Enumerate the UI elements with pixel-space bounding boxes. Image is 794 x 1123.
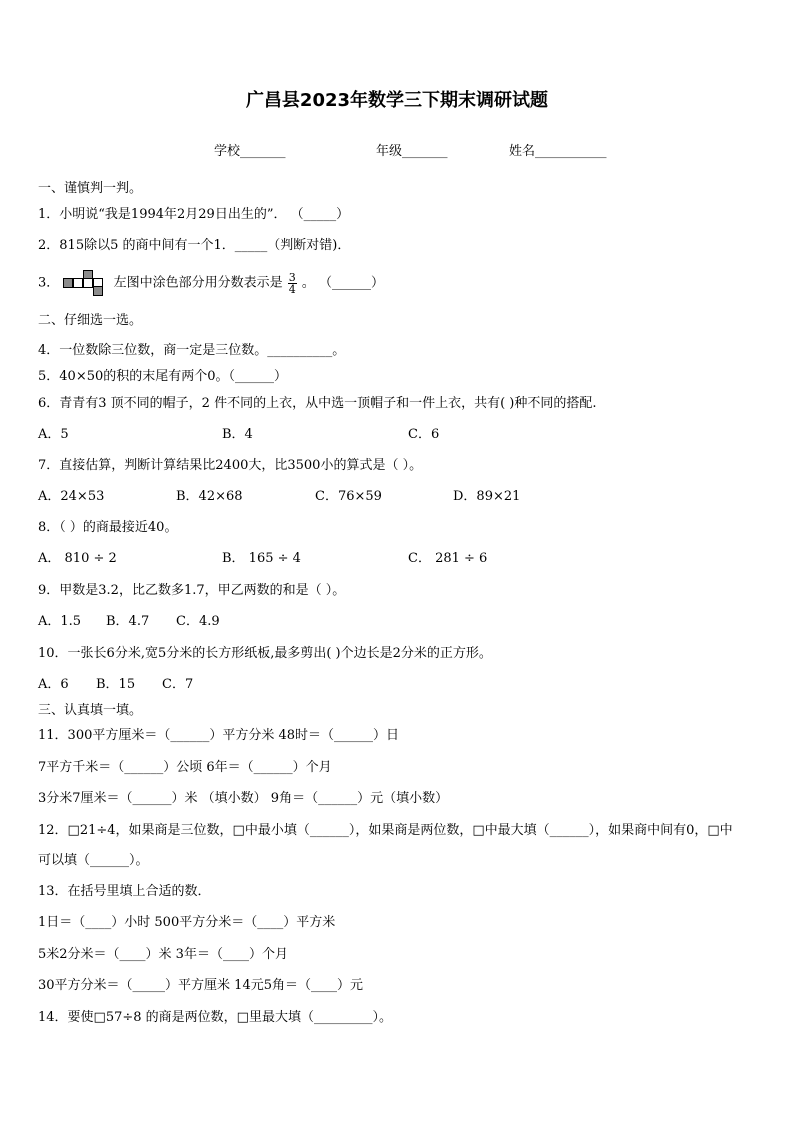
section-heading-3: 三、认真填一填。 — [38, 703, 143, 718]
question-5: 4．一位数除三位数，商一定是三位数。__________。 — [38, 343, 346, 358]
option-b[interactable]: B．15 — [96, 677, 136, 692]
section-heading-2: 5．40×50的积的末尾有两个0。（______） — [38, 369, 288, 384]
question-9-options — [38, 613, 220, 631]
question-11-line-1: 11．300平方厘米＝（______）平方分米 48时＝（______）日 — [38, 728, 400, 743]
section-heading-1: 一、谨慎判一判。 — [38, 181, 143, 196]
option-c[interactable]: C．4.9 — [176, 614, 220, 629]
option-a[interactable]: A． 810 ÷ 2 — [38, 551, 117, 566]
name-field[interactable]: 姓名___________ — [509, 144, 607, 159]
question-4: 二、仔细选一选。 — [38, 313, 143, 328]
question-13-line-3: 30平方分米＝（_____）平方厘米 14元5角＝（____）元 — [38, 978, 363, 993]
question-11-line-3: 3分米7厘米＝（______）米 （填小数） 9角＝（______）元（填小数） — [38, 791, 449, 806]
question-3 — [38, 270, 384, 296]
option-c[interactable]: C． 281 ÷ 6 — [408, 551, 488, 566]
question-11-line-2: 7平方千米＝（______）公顷 6年＝（______）个月 — [38, 760, 332, 775]
fraction-numerator: 3 — [288, 270, 296, 284]
question-14: 14．要使□57÷8 的商是两位数，□里最大填（_________）。 — [38, 1010, 392, 1025]
question-8: 8．（ ）的商最接近40。 — [38, 520, 178, 535]
question-12-line-1: 12．□21÷4，如果商是三位数，□中最小填（______），如果商是两位数，□中最大填（______），如果商中间有0，□中 — [38, 823, 733, 838]
option-b[interactable]: B．42×68 — [176, 489, 243, 504]
option-b[interactable]: B． 165 ÷ 4 — [222, 551, 301, 566]
question-7: 7．直接估算，判断计算结果比2400大，比3500小的算式是（ ）。 — [38, 458, 423, 473]
question-13-line-2: 5米2分米＝（____）米 3年＝（____）个月 — [38, 947, 288, 962]
question-10: 10．一张长6分米,宽5分米的长方形纸板,最多剪出( )个边长是2分米的正方形。 — [38, 646, 492, 661]
question-3-text: 左图中涂色部分用分数表示是 — [113, 275, 283, 291]
question-3-number: 3． — [38, 275, 60, 291]
fraction-three-quarters — [288, 272, 297, 295]
option-b[interactable]: B．4 — [222, 427, 253, 442]
option-a[interactable]: A．1.5 — [38, 614, 82, 629]
shaded-grid-figure — [63, 270, 107, 296]
question-12-line-2: 可以填（______）。 — [38, 853, 149, 868]
question-6-options — [38, 426, 439, 444]
question-2: 2．815除以5 的商中间有一个1．_____（判断对错)． — [38, 238, 351, 253]
grade-field[interactable]: 年级_______ — [376, 144, 448, 159]
question-7-options — [38, 488, 520, 506]
grid-cell-2 — [73, 278, 83, 288]
grid-cell-4 — [83, 278, 93, 288]
option-c[interactable]: C．76×59 — [315, 489, 382, 504]
question-3-answer: 。 （______） — [301, 275, 384, 291]
option-a[interactable]: A．6 — [38, 677, 69, 692]
page-title: 广昌县2023年数学三下期末调研试题 — [245, 90, 549, 111]
option-a[interactable]: A．24×53 — [38, 489, 105, 504]
option-c[interactable]: C．6 — [408, 427, 440, 442]
option-c[interactable]: C．7 — [162, 677, 194, 692]
question-13: 13．在括号里填上合适的数． — [38, 884, 211, 899]
option-b[interactable]: B．4.7 — [106, 614, 150, 629]
school-field[interactable]: 学校_______ — [214, 144, 286, 159]
option-a[interactable]: A．5 — [38, 427, 69, 442]
grid-cell-6 — [93, 286, 103, 296]
option-d[interactable]: D．89×21 — [453, 489, 521, 504]
question-6: 6．青青有3 顶不同的帽子，2 件不同的上衣，从中选一顶帽子和一件上衣，共有( )种不同的搭配. — [38, 396, 597, 411]
question-10-options — [38, 676, 193, 694]
grid-cell-1 — [63, 278, 73, 288]
question-1: 1．小明说“我是1994年2月29日出生的”． （_____） — [38, 207, 350, 222]
fraction-denominator: 4 — [288, 282, 296, 296]
question-9: 9．甲数是3.2，比乙数多1.7，甲乙两数的和是（ ）。 — [38, 583, 346, 598]
question-13-line-1: 1日＝（____）小时 500平方分米＝（____）平方米 — [38, 915, 336, 930]
question-8-options — [38, 550, 487, 568]
